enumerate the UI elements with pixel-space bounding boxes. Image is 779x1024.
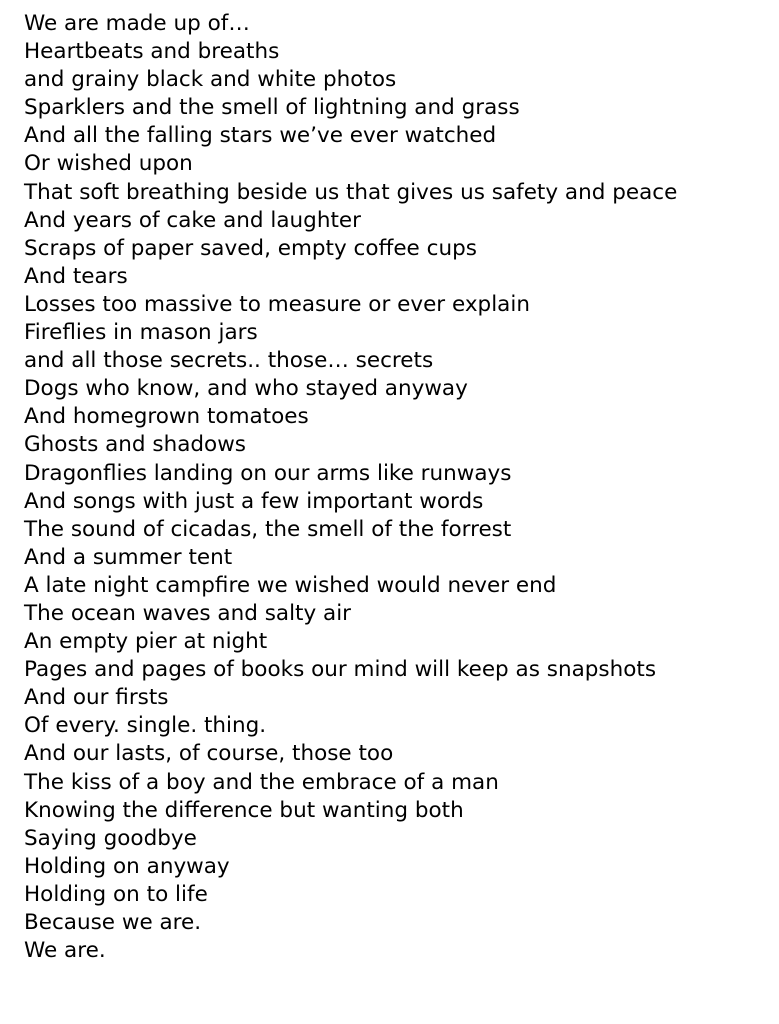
poem-line: Ghosts and shadows <box>24 432 246 458</box>
poem-line: Holding on to life <box>24 881 208 907</box>
poem-line: Pages and pages of books our mind will keep as snapshots <box>24 657 657 683</box>
poem-line: Because we are. <box>24 910 202 935</box>
poem-line: And our lasts, of course, those too <box>24 741 394 767</box>
poem-line: Or wished upon <box>24 151 193 177</box>
poem-line: Holding on anyway <box>24 853 230 879</box>
poem-line: We are made up of… <box>24 11 250 36</box>
poem-line: Losses too massive to measure or ever explain <box>24 291 530 317</box>
poem-line: Scraps of paper saved, empty coffee cups <box>24 235 477 261</box>
poem-line: Dogs who know, and who stayed anyway <box>24 376 468 402</box>
poem-line: The ocean waves and salty air <box>24 600 352 626</box>
poem-line: An empty pier at night <box>24 629 268 655</box>
poem-line: Saying goodbye <box>24 825 197 851</box>
poem-line: Fireflies in mason jars <box>24 320 258 346</box>
poem-line: Sparklers and the smell of lightning and grass <box>24 95 520 121</box>
poem-line: Of every. single. thing. <box>24 713 267 739</box>
poem-line: A late night campfire we wished would never end <box>24 572 557 598</box>
poem-line: and grainy black and white photos <box>24 67 397 93</box>
poem-line: Dragonflies landing on our arms like runways <box>24 460 512 486</box>
poem-line: And years of cake and laughter <box>24 207 361 233</box>
poem-line: And tears <box>24 263 128 289</box>
poem-line: and all those secrets.. those… secrets <box>24 348 434 374</box>
poem-line: The kiss of a boy and the embrace of a man <box>24 769 499 795</box>
poem-line: And all the falling stars we’ve ever watched <box>24 123 497 149</box>
poem-line: We are. <box>24 938 106 964</box>
poem-line: And homegrown tomatoes <box>24 404 309 430</box>
poem-line: That soft breathing beside us that gives us safety and peace <box>24 179 678 205</box>
poem-line: And a summer tent <box>24 544 233 570</box>
poem-line: Knowing the difference but wanting both <box>24 797 464 823</box>
poem-line: Heartbeats and breaths <box>24 39 280 65</box>
poem-line: The sound of cicadas, the smell of the forrest <box>24 516 512 542</box>
poem-line: And our firsts <box>24 685 169 711</box>
poem-text <box>24 10 677 965</box>
poem-line: And songs with just a few important words <box>24 488 484 514</box>
